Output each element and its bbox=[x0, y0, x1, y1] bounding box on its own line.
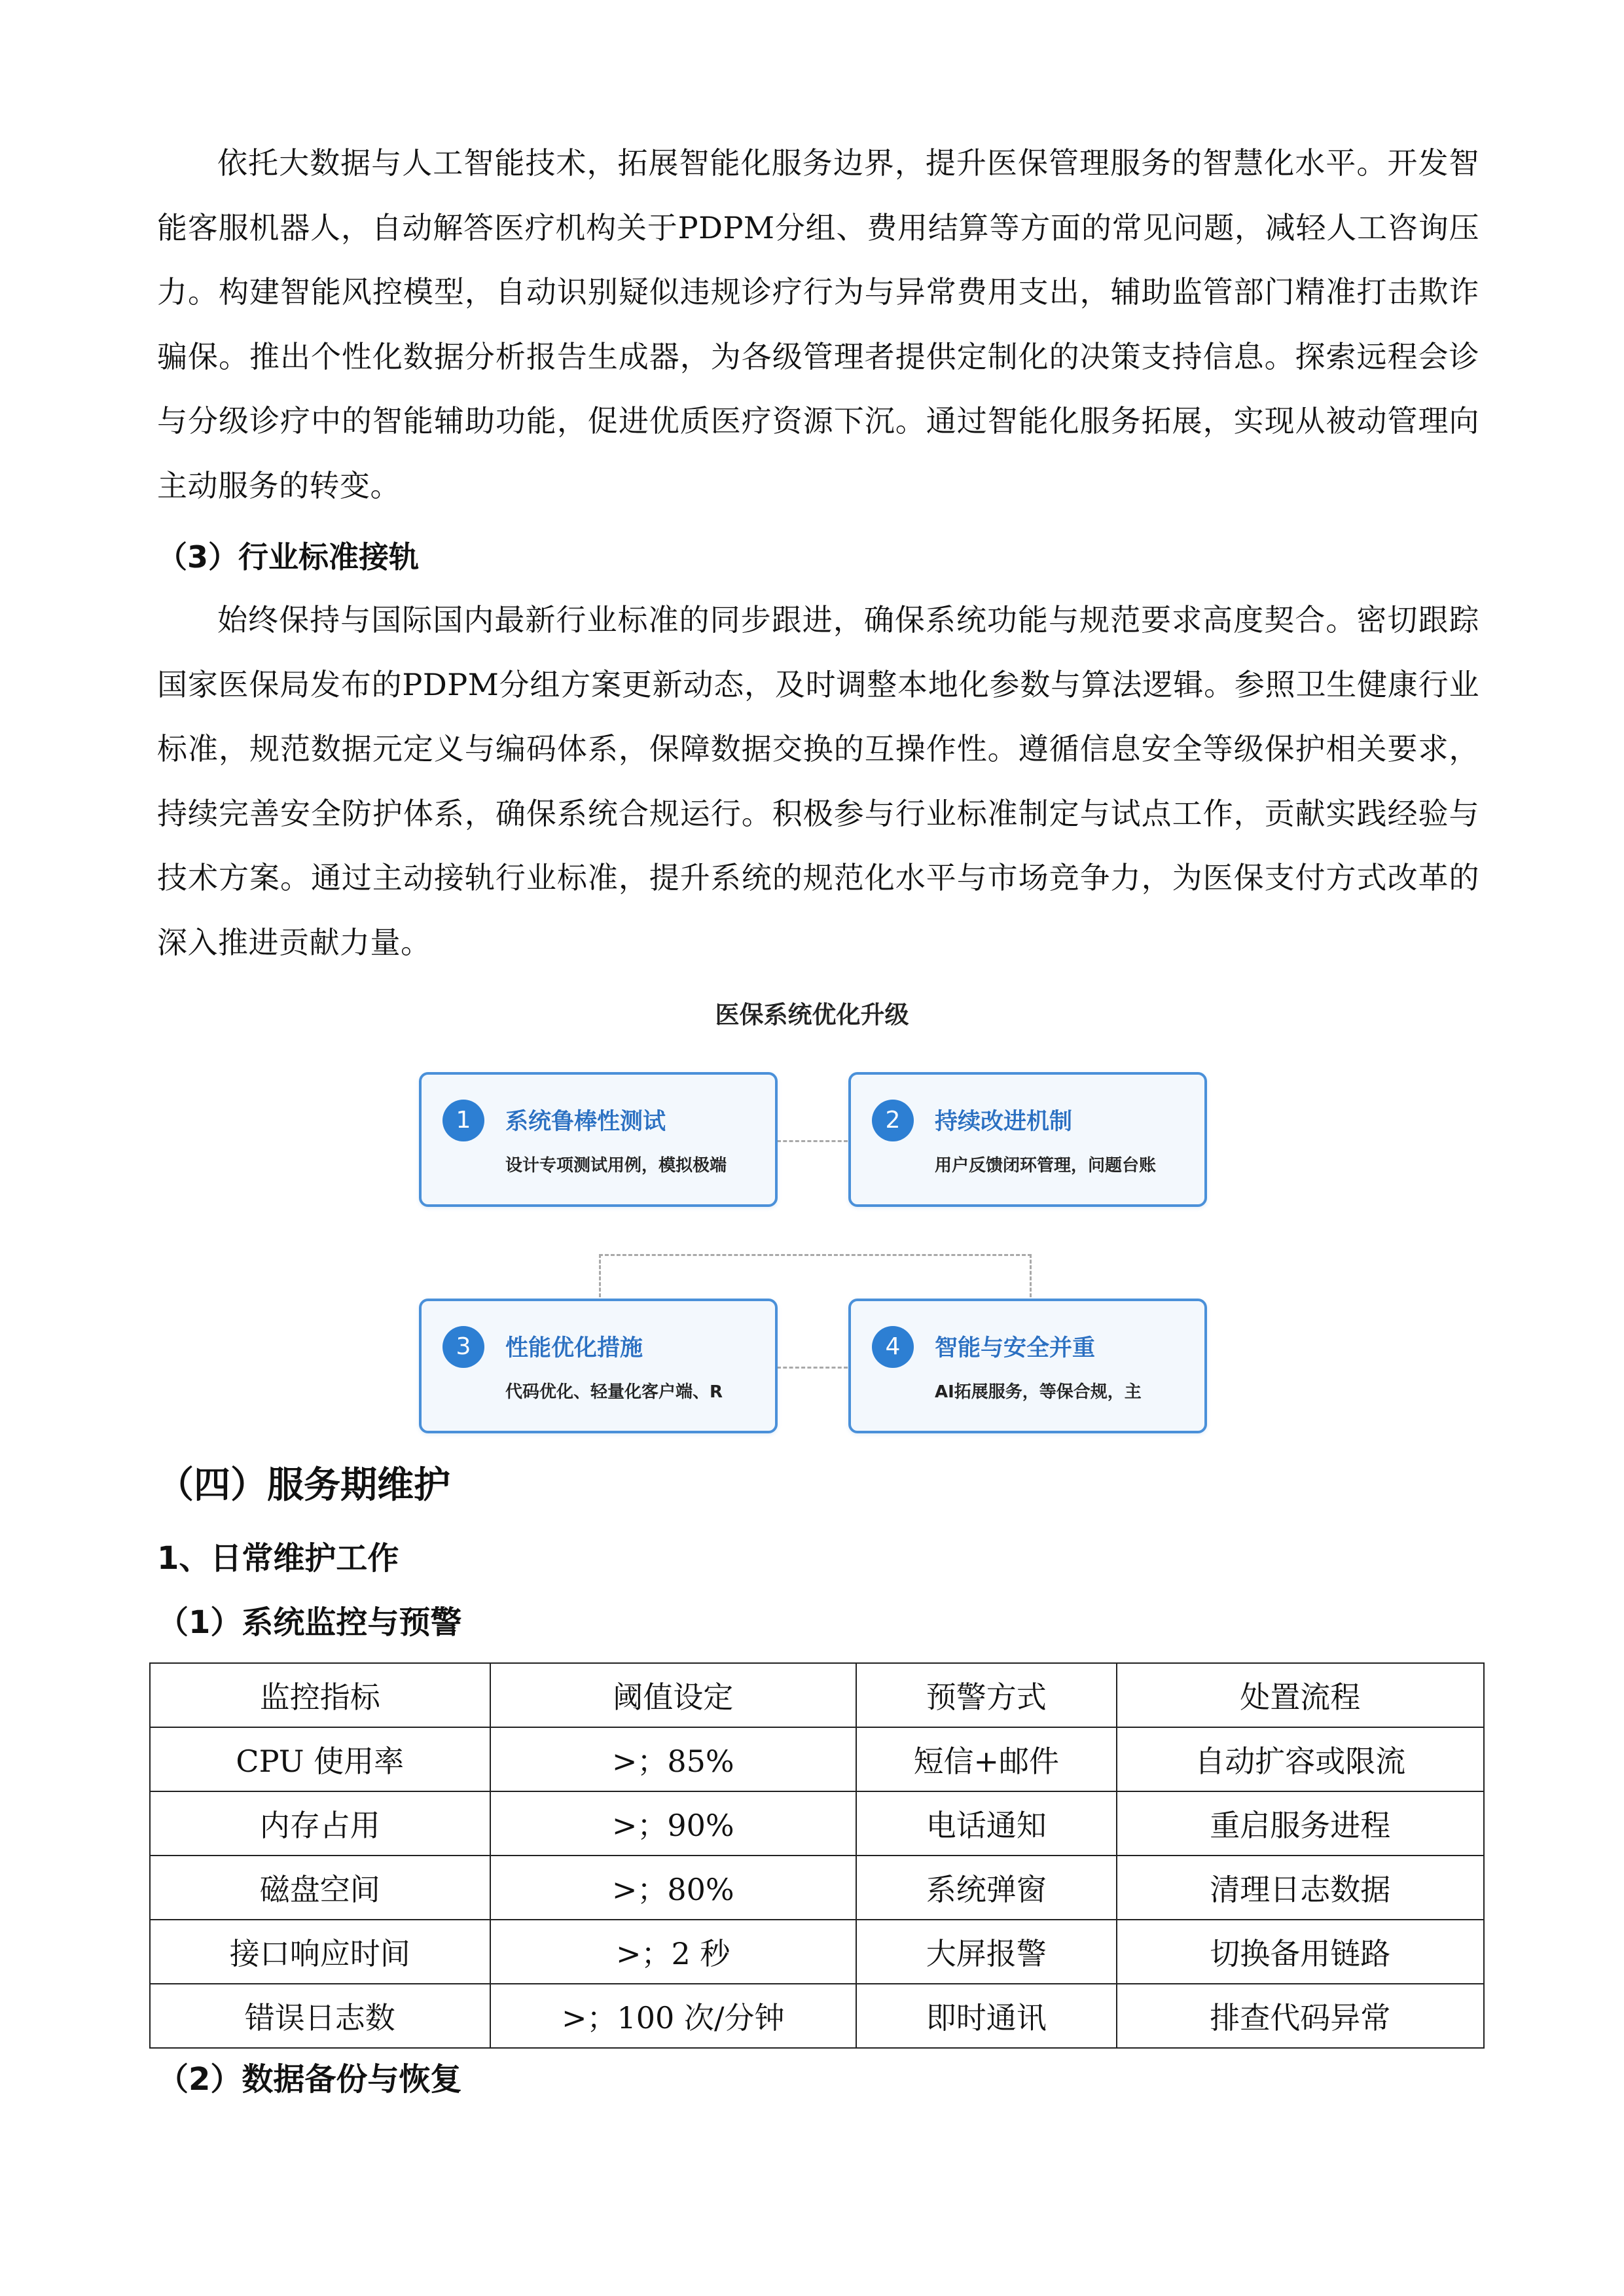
table-cell: 错误日志数 bbox=[150, 1984, 490, 2048]
table-cell: 清理日志数据 bbox=[1117, 1856, 1484, 1920]
step-card-1 bbox=[419, 1072, 778, 1207]
step-description: 代码优化、轻量化客户端、R bbox=[505, 1382, 723, 1402]
step-title: 持续改进机制 bbox=[935, 1109, 1073, 1135]
step-description: AI拓展服务，等保合规，主 bbox=[935, 1382, 1142, 1402]
connector-1-2 bbox=[777, 1140, 848, 1142]
table-cell: >；90% bbox=[490, 1791, 856, 1856]
table-cell: >；85% bbox=[490, 1727, 856, 1791]
table-cell: CPU 使用率 bbox=[150, 1727, 490, 1791]
step-number-badge: 1 bbox=[442, 1100, 484, 1141]
table-row bbox=[150, 1791, 1484, 1856]
step-description: 设计专项测试用例，模拟极端 bbox=[505, 1156, 727, 1175]
heading-industry-standards: （3）行业标准接轨 bbox=[157, 539, 420, 575]
table-cell: 短信+邮件 bbox=[856, 1727, 1117, 1791]
paragraph-intelligent-services: 依托大数据与人工智能技术，拓展智能化服务边界，提升医保管理服务的智慧化水平。开发智能客服机器人，自动解答医疗机构关于PDPM分组、费用结算等方面的常见问题，减轻人工咨询压力。构建智能风控模型，自动识别疑似违规诊疗行为与异常费用支出，辅助监管部门精准打击欺诈骗保。推出个性化数据分析报告生成器，为各级管理者提供定制化的决策支持信息。探索远程会诊与分级诊疗中的智能辅助功能，促进优质医疗资源下沉。通过智能化服务拓展，实现从被动管理向主动服务的转变。 bbox=[157, 145, 1479, 503]
table-cell: 电话通知 bbox=[856, 1791, 1117, 1856]
step-number-badge: 3 bbox=[442, 1326, 484, 1368]
step-title: 性能优化措施 bbox=[505, 1335, 643, 1361]
step-card-3 bbox=[419, 1299, 778, 1433]
table-cell: >；2 秒 bbox=[490, 1920, 856, 1984]
table-cell: 即时通讯 bbox=[856, 1984, 1117, 2048]
table-header-cell: 预警方式 bbox=[856, 1663, 1117, 1727]
step-card-4 bbox=[848, 1299, 1207, 1433]
step-title: 系统鲁棒性测试 bbox=[505, 1109, 666, 1135]
table-row bbox=[150, 1920, 1484, 1984]
monitoring-table bbox=[149, 1662, 1485, 2049]
table-cell: 接口响应时间 bbox=[150, 1920, 490, 1984]
table-row bbox=[150, 1984, 1484, 2048]
table-cell: 重启服务进程 bbox=[1117, 1791, 1484, 1856]
table-cell: >；80% bbox=[490, 1856, 856, 1920]
table-header-row bbox=[150, 1663, 1484, 1727]
table-cell: 内存占用 bbox=[150, 1791, 490, 1856]
table-header-cell: 监控指标 bbox=[150, 1663, 490, 1727]
step-description: 用户反馈闭环管理，问题台账 bbox=[935, 1156, 1157, 1175]
heading-daily-maintenance: 1、日常维护工作 bbox=[157, 1540, 399, 1577]
table-cell: 磁盘空间 bbox=[150, 1856, 490, 1920]
heading-service-maintenance: （四）服务期维护 bbox=[157, 1464, 450, 1507]
table-cell: 排查代码异常 bbox=[1117, 1984, 1484, 2048]
diagram-title: 医保系统优化升级 bbox=[715, 1001, 909, 1029]
heading-data-backup: （2）数据备份与恢复 bbox=[157, 2061, 462, 2098]
table-header-cell: 处置流程 bbox=[1117, 1663, 1484, 1727]
table-row bbox=[150, 1856, 1484, 1920]
table-header-cell: 阈值设定 bbox=[490, 1663, 856, 1727]
table-cell: 大屏报警 bbox=[856, 1920, 1117, 1984]
heading-system-monitoring: （1）系统监控与预警 bbox=[157, 1604, 462, 1641]
table-cell: 自动扩容或限流 bbox=[1117, 1727, 1484, 1791]
table-cell: >；100 次/分钟 bbox=[490, 1984, 856, 2048]
step-card-2 bbox=[848, 1072, 1207, 1207]
paragraph-industry-standards: 始终保持与国际国内最新行业标准的同步跟进，确保系统功能与规范要求高度契合。密切跟踪国家医保局发布的PDPM分组方案更新动态，及时调整本地化参数与算法逻辑。参照卫生健康行业标准，规范数据元定义与编码体系，保障数据交换的互操作性。遵循信息安全等级保护相关要求，持续完善安全防护体系，确保系统合规运行。积极参与行业标准制定与试点工作，贡献实践经验与技术方案。通过主动接轨行业标准，提升系统的规范化水平与市场竞争力，为医保支付方式改革的深入推进贡献力量。 bbox=[157, 602, 1479, 960]
table-cell: 切换备用链路 bbox=[1117, 1920, 1484, 1984]
connector-3-4 bbox=[777, 1367, 848, 1369]
table-cell: 系统弹窗 bbox=[856, 1856, 1117, 1920]
step-number-badge: 4 bbox=[872, 1326, 914, 1368]
step-title: 智能与安全并重 bbox=[935, 1335, 1096, 1361]
table-row bbox=[150, 1727, 1484, 1791]
connector-2-3 bbox=[599, 1254, 1032, 1297]
step-number-badge: 2 bbox=[872, 1100, 914, 1141]
